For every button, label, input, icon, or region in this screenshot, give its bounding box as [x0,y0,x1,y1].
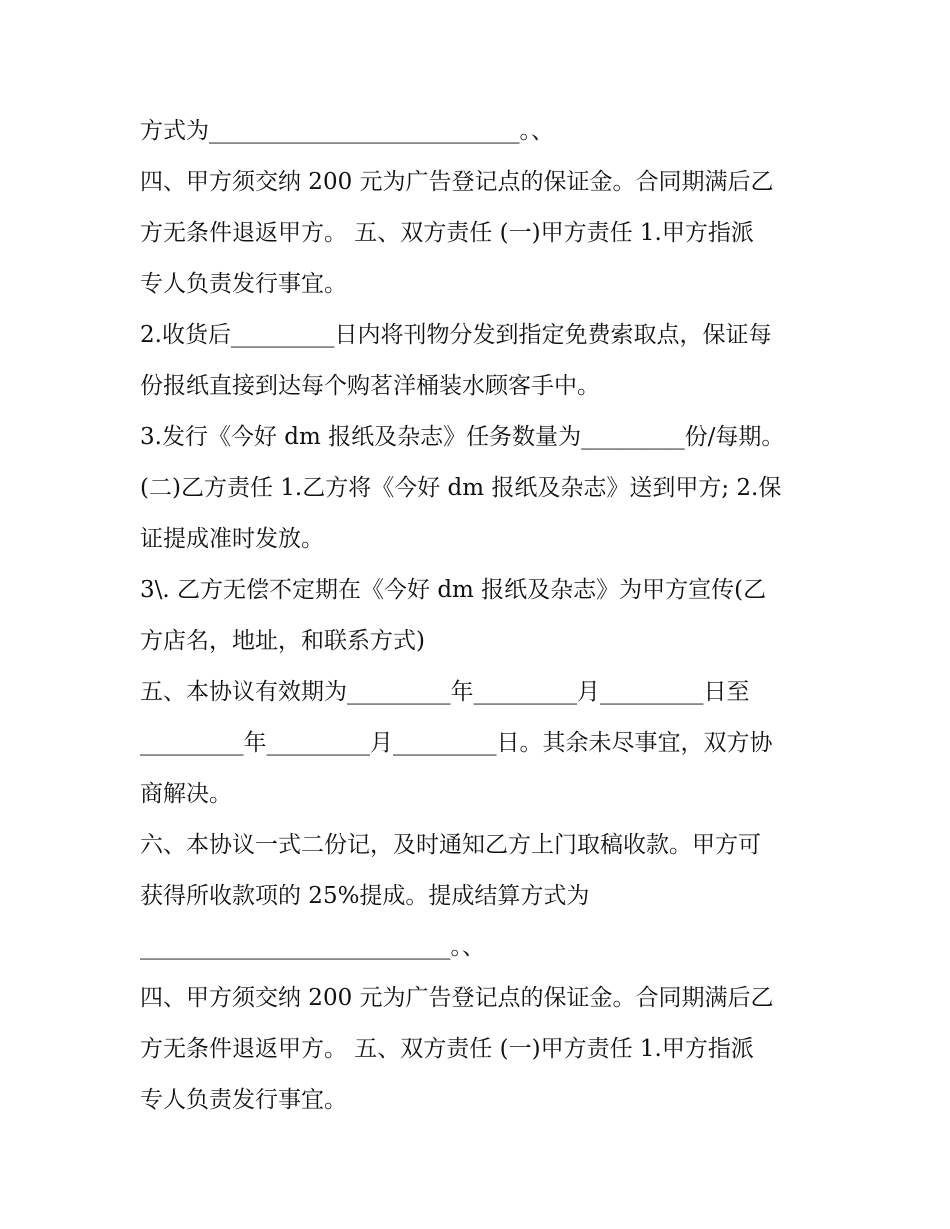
line-text: 方无条件退返甲方。 五、双方责任 (一)甲方责任 1.甲方指派 [140,1036,754,1062]
line-text: 证提成准时发放。 [140,526,324,552]
line-text: 份报纸直接到达每个购茗洋桶装水顾客手中。 [140,373,600,399]
line-text: 专人负责发行事宜。 [140,271,347,297]
text-line [140,1024,820,1075]
line-text: 专人负责发行事宜。 [140,1087,347,1113]
text-line [140,718,820,769]
text-line [140,463,820,514]
text-line [140,769,820,820]
text-line [140,106,820,157]
text-line [140,667,820,718]
line-text: 3\. 乙方无偿不定期在《今好 dm 报纸及杂志》为甲方宣传(乙 [140,577,767,603]
line-text: 2.收货后_________日内将刊物分发到指定免费索取点，保证每 [140,322,772,348]
text-line [140,514,820,565]
line-text: 四、甲方须交纳 200 元为广告登记点的保证金。合同期满后乙 [140,169,774,195]
line-text: 3.发行《今好 dm 报纸及杂志》任务数量为_________份/每期。 [140,424,785,450]
text-line [140,565,820,616]
document-body [140,106,820,1126]
text-line [140,820,820,871]
text-line [140,616,820,667]
line-text: ___________________________。、 [140,934,485,960]
line-text: _________年_________月_________日。其余未尽事宜，双方协 [140,730,773,756]
line-text: 六、本协议一式二份记，及时通知乙方上门取稿收款。甲方可 [140,832,761,858]
line-text: 商解决。 [140,781,232,807]
text-line [140,310,820,361]
text-line [140,922,820,973]
line-text: 五、本协议有效期为_________年_________月_________日至 [140,679,750,705]
text-line [140,871,820,922]
line-text: 方式为___________________________。、 [140,118,554,144]
text-line [140,973,820,1024]
text-line [140,208,820,259]
line-text: 方无条件退返甲方。 五、双方责任 (一)甲方责任 1.甲方指派 [140,220,754,246]
text-line [140,412,820,463]
line-text: 方店名，地址，和联系方式) [140,628,425,654]
line-text: 四、甲方须交纳 200 元为广告登记点的保证金。合同期满后乙 [140,985,774,1011]
text-line [140,361,820,412]
text-line [140,259,820,310]
line-text: 获得所收款项的 25%提成。提成结算方式为 [140,883,590,909]
line-text: (二)乙方责任 1.乙方将《今好 dm 报纸及杂志》送到甲方; 2.保 [140,475,782,501]
text-line [140,157,820,208]
text-line [140,1075,820,1126]
